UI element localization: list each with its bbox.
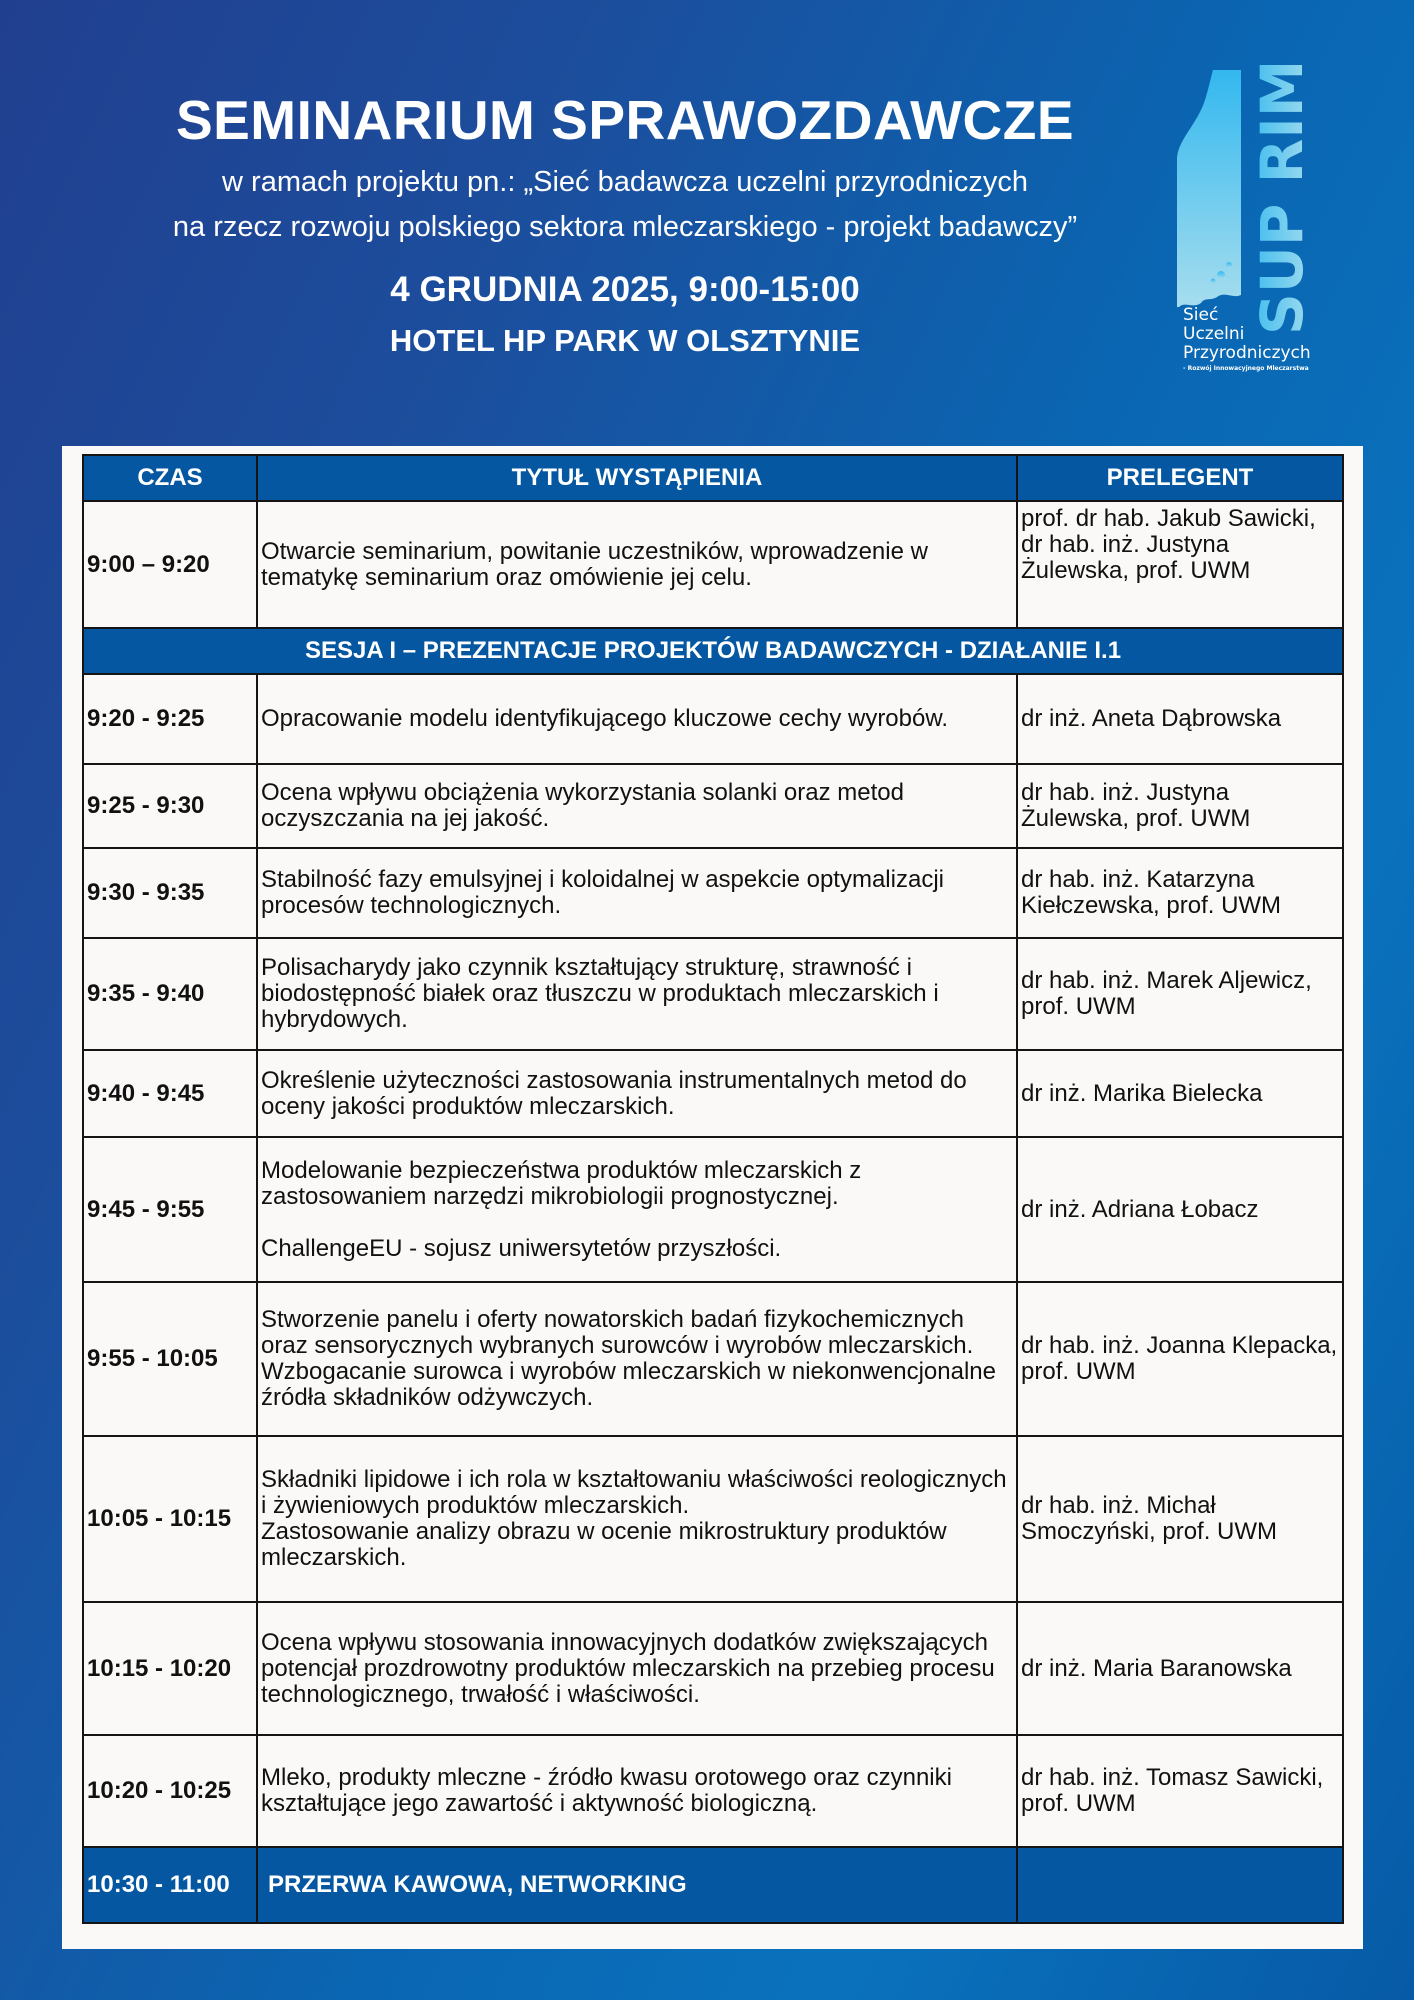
- table-row: [83, 674, 1343, 764]
- event-venue: HOTEL HP PARK W OLSZTYNIE: [389, 323, 861, 358]
- header-title: TYTUŁ WYSTĄPIENIA: [257, 455, 1017, 501]
- subtitle-line-2: na rzecz rozwoju polskiego sektora mleczarskiego - projekt badawczy”: [172, 211, 1078, 243]
- row-time: 10:15 - 10:20: [83, 1602, 257, 1735]
- row-title-extra: Zastosowanie analizy obrazu w ocenie mikrostruktury produktów mleczarskich.: [261, 1518, 947, 1571]
- logo-label: [1183, 306, 1311, 363]
- row-title-extra: ChallengeEU - sojusz uniwersytetów przyszłości.: [261, 1234, 782, 1262]
- row-time: 10:20 - 10:25: [83, 1735, 257, 1847]
- row-speaker: dr hab. inż. Justyna Żulewska, prof. UWM: [1017, 764, 1343, 848]
- row-title: [257, 674, 1017, 764]
- row-time: 9:20 - 9:25: [83, 674, 257, 764]
- row-title-text: Składniki lipidowe i ich rola w kształtowaniu właściwości reologicznych i żywieniowych produktów mleczarskich.: [261, 1466, 1007, 1519]
- logo-wordmark: SUP RIM: [1248, 65, 1316, 335]
- row-title: [257, 1137, 1017, 1282]
- break-speaker: [1017, 1847, 1343, 1923]
- row-title: [257, 938, 1017, 1050]
- logo-line-3: Przyrodniczych: [1183, 343, 1311, 363]
- row-speaker: dr inż. Maria Baranowska: [1017, 1602, 1343, 1735]
- row-time: 9:45 - 9:55: [83, 1137, 257, 1282]
- header-speaker: PRELEGENT: [1017, 455, 1343, 501]
- break-row: [83, 1847, 1343, 1923]
- row-title: [257, 764, 1017, 848]
- row-speaker: dr inż. Marika Bielecka: [1017, 1050, 1343, 1137]
- row-time: 9:30 - 9:35: [83, 848, 257, 938]
- session-title: SESJA I – PREZENTACJE PROJEKTÓW BADAWCZYCH - DZIAŁANIE I.1: [83, 628, 1343, 674]
- header-time: CZAS: [83, 455, 257, 501]
- table-row: [83, 1436, 1343, 1602]
- table-header-row: [83, 455, 1343, 501]
- row-title: [257, 1050, 1017, 1137]
- row-time: 9:40 - 9:45: [83, 1050, 257, 1137]
- agenda-table: [82, 454, 1344, 1924]
- row-title: [257, 1436, 1017, 1602]
- table-row: [83, 1602, 1343, 1735]
- row-title: [257, 848, 1017, 938]
- row-speaker: dr hab. inż. Marek Aljewicz, prof. UWM: [1017, 938, 1343, 1050]
- table-row: [83, 764, 1343, 848]
- table-row: [83, 938, 1343, 1050]
- table-row: [83, 1050, 1343, 1137]
- row-title: [257, 1282, 1017, 1436]
- row-speaker: prof. dr hab. Jakub Sawicki, dr hab. inż. Justyna Żulewska, prof. UWM: [1017, 501, 1343, 628]
- subtitle-line-1: w ramach projektu pn.: „Sieć badawcza uczelni przyrodniczych: [222, 166, 1028, 198]
- break-title: PRZERWA KAWOWA, NETWORKING: [257, 1847, 1017, 1923]
- row-title: [257, 1602, 1017, 1735]
- page-title: SEMINARIUM SPRAWOZDAWCZE: [175, 89, 1075, 151]
- row-speaker: dr hab. inż. Tomasz Sawicki, prof. UWM: [1017, 1735, 1343, 1847]
- row-time: 9:00 – 9:20: [83, 501, 257, 628]
- logo-tagline: - Rozwój Innowacyjnego Mleczarstwa: [1183, 365, 1309, 372]
- event-date: 4 GRUDNIA 2025, 9:00-15:00: [390, 270, 860, 309]
- row-time: 9:35 - 9:40: [83, 938, 257, 1050]
- row-title-text: Stworzenie panelu i oferty nowatorskich badań fizykochemicznych oraz sensorycznych wybranych surowców i wyrobów mleczarskich.: [261, 1306, 974, 1359]
- logo-line-2: Uczelni: [1183, 324, 1245, 344]
- row-time: 10:05 - 10:15: [83, 1436, 257, 1602]
- break-time: 10:30 - 11:00: [83, 1847, 257, 1923]
- row-title-text: Polisacharydy jako czynnik kształtujący strukturę, strawność i biodostępność białek oraz tłuszczu w produktach mleczarskich i hybrydowych.: [261, 954, 939, 1033]
- row-speaker: dr hab. inż. Katarzyna Kiełczewska, prof. UWM: [1017, 848, 1343, 938]
- row-title-text: Ocena wpływu obciążenia wykorzystania solanki oraz metod oczyszczania na jej jakość.: [261, 779, 904, 832]
- row-title: Otwarcie seminarium, powitanie uczestników, wprowadzenie w tematykę seminarium oraz omówienie jej celu.: [257, 501, 1017, 628]
- row-title-text: Ocena wpływu stosowania innowacyjnych dodatków zwiększających potencjał prozdrowotny produktów mleczarskich na przebieg procesu technologicznego, trwałość i właściwości.: [261, 1628, 995, 1708]
- logo-line-1: Sieć: [1183, 305, 1219, 325]
- table-row: [83, 1735, 1343, 1847]
- row-title-text: Stabilność fazy emulsyjnej i koloidalnej w aspekcie optymalizacji procesów technologicznych.: [261, 866, 944, 919]
- row-speaker: dr hab. inż. Joanna Klepacka, prof. UWM: [1017, 1282, 1343, 1436]
- row-title-extra: Wzbogacanie surowca i wyrobów mleczarskich w niekonwencjonalne źródła składników odżywczych.: [261, 1358, 996, 1411]
- row-speaker: dr inż. Aneta Dąbrowska: [1017, 674, 1343, 764]
- row-time: 9:55 - 10:05: [83, 1282, 257, 1436]
- table-row-opening: [83, 501, 1343, 628]
- row-time: 9:25 - 9:30: [83, 764, 257, 848]
- row-title: [257, 1735, 1017, 1847]
- table-row: [83, 1137, 1343, 1282]
- row-title-text: Mleko, produkty mleczne - źródło kwasu orotowego oraz czynniki kształtujące jego zawartość i aktywność biologiczną.: [261, 1764, 952, 1817]
- row-title-text: Opracowanie modelu identyfikującego kluczowe cechy wyrobów.: [261, 705, 949, 732]
- table-row: [83, 848, 1343, 938]
- row-title-text: Określenie użyteczności zastosowania instrumentalnych metod do oceny jakości produktów mleczarskich.: [261, 1066, 967, 1120]
- row-speaker: dr inż. Adriana Łobacz: [1017, 1137, 1343, 1282]
- row-speaker: dr hab. inż. Michał Smoczyński, prof. UWM: [1017, 1436, 1343, 1602]
- table-row: [83, 1282, 1343, 1436]
- session-row: [83, 628, 1343, 674]
- row-title-text: Modelowanie bezpieczeństwa produktów mleczarskich z zastosowaniem narzędzi mikrobiologii prognostycznej.: [261, 1156, 862, 1210]
